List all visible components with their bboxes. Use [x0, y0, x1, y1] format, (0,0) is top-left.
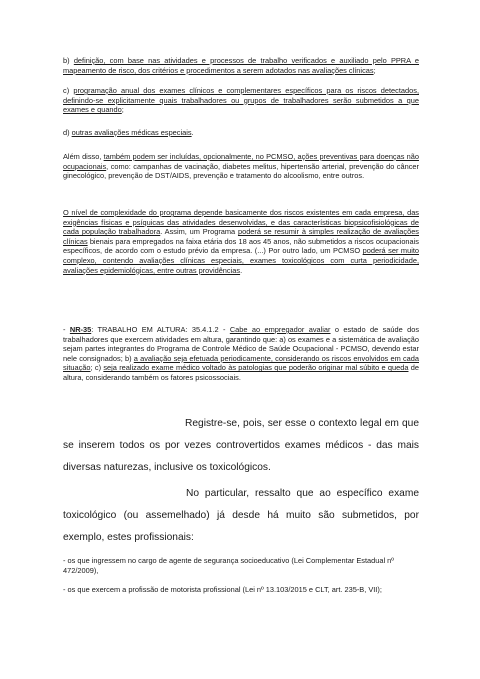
nr35-t1: : TRABALHO EM ALTURA: 35.4.1.2 -: [91, 325, 230, 334]
list-item: - os que exercem a profissão de motorista profissional (Lei nº 13.103/2015 e CLT, art. 235-B, VII);: [63, 585, 382, 594]
quote-item-c: [63, 86, 419, 115]
item-d-text: outras avaliações médicas especiais: [71, 128, 192, 137]
nr35-t4: de altura, considerando também os fatores psicossociais.: [63, 363, 420, 382]
quote-nivel-complexidade: [63, 208, 419, 275]
nr35-t2: o estado de saúde dos trabalhadores que exercem atividades em altura, garantindo que: a) os exames e a sistemática de avaliação sejam partes integrantes do Programa de Controle Médico de Saúde Ocupacional - PCMSO, devendo estar nele consignados; b): [63, 325, 420, 363]
nivel-u1: O nível de complexidade do programa depende basicamente dos riscos existentes em cada empresa, das exigências físicas e psíquicas das atividades desenvolvidas, e das características biopsicofisiológicas de cada população trabalhadora: [63, 208, 419, 237]
quote-nr35: [63, 325, 419, 383]
nr35-u3: seja realizado exame médico voltado às patologias que poderão originar mal súbito e queda: [103, 363, 409, 373]
quote-item-b: [63, 56, 419, 75]
item-c-prefix: c): [63, 86, 74, 95]
item-c-text: programação anual dos exames clínicos e complementares específicos para os riscos detectados, definindo-se explicitamente quais trabalhadores ou grupos de trabalhadores serão submetidos a que exames e quando: [63, 86, 419, 115]
item-b-prefix: b): [63, 56, 74, 65]
item-b-text: definição, com base nas atividades e processos de trabalho verificados e auxiliado pelo PPRA e mapeamento de risco, dos critérios e procedimentos a serem adotados nas avaliações clínicas: [63, 56, 420, 75]
quote-alem-disso: [63, 152, 419, 181]
nr35-u2: a avaliação seja efetuada periodicamente, considerando os riscos envolvidos em cada situação: [63, 353, 419, 373]
nr35-label: NR-35: [69, 325, 92, 334]
item-d-prefix: d): [63, 128, 72, 137]
quote-item-d: [63, 128, 419, 138]
nivel-t2: bienais para empregados na faixa etária dos 18 aos 45 anos, não submetidos a riscos ocupacionais específicos, de acordo com o estudo prévio da empresa. (...) Por outro lado, um PCMSO: [63, 236, 419, 256]
nr35-t0: -: [63, 325, 70, 334]
profession-list: [63, 556, 419, 595]
nivel-u2: poderá se resumir à simples realização de avaliações clínicas: [63, 227, 419, 246]
registre-text: Registre-se, pois, ser esse o contexto legal em que se inserem todos os por vezes controvertidos exames médicos - das mais diversas naturezas, inclusive os toxicológicos.: [63, 418, 419, 473]
paragraph-registre: [63, 413, 419, 479]
paragraph-particular: [63, 483, 419, 549]
nr35-u1: Cabe ao empregador avaliar: [229, 325, 331, 334]
nivel-t1: . Assim, um Programa: [160, 227, 238, 237]
alem-t2: , como: campanhas de vacinação, diabetes melitus, hipertensão arterial, prevenção do câncer ginecológico, prevenção de DST/AIDS, prevenção e tratamento do alcoolismo, entre outros.: [63, 161, 419, 181]
item-b-suffix: ;: [373, 65, 376, 75]
alem-t1: Além disso,: [63, 152, 104, 161]
nivel-u3: poderá ser muito complexo, contendo avaliações clínicas especiais, exames toxicológicos com curta periodicidade, avaliações epidemiológicas, entre outras providências: [63, 246, 419, 275]
particular-text: No particular, ressalto que ao específico exame toxicológico (ou assemelhado) já desde há muito são submetidos, por exemplo, estes profissionais:: [63, 488, 419, 543]
alem-u1: também podem ser incluídas, opcionalmente, no PCMSO, ações preventivas para doenças não ocupacionais: [63, 152, 419, 171]
item-d-suffix: .: [191, 128, 194, 137]
nr35-t3: ; c): [90, 363, 104, 373]
item-c-suffix: ;: [121, 105, 124, 115]
list-item: - os que ingressem no cargo de agente de segurança socioeducativo (Lei Complementar Estadual nº 472/2009),: [63, 556, 394, 575]
nivel-t3: .: [240, 265, 243, 275]
